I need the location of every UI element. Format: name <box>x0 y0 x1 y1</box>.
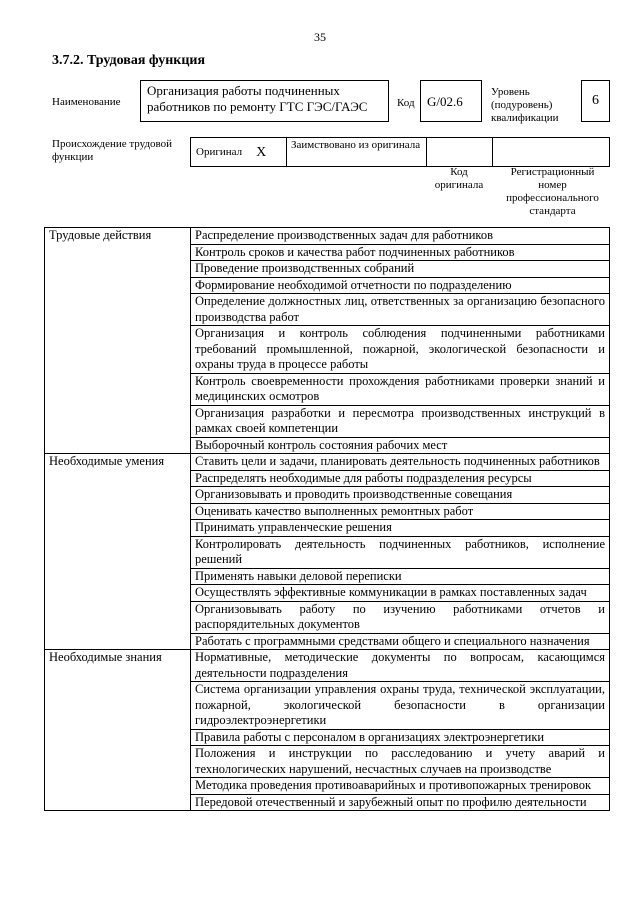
list-item: Система организации управления охраны труда, технической эксплуатации, пожарной, экологической безопасности в организации гидроэлектроэнергетики <box>191 682 610 730</box>
table-row <box>45 228 610 245</box>
list-item: Правила работы с персоналом в организациях электроэнергетики <box>191 729 610 746</box>
origin-label: Происхождение трудовой функции <box>52 138 173 163</box>
table-row <box>45 454 610 471</box>
list-item: Контроль своевременности прохождения работниками проверки знаний и медицинских осмотров <box>191 373 610 405</box>
list-item: Организация разработки и пересмотра производственных инструкций в рамках своей компетенции <box>191 405 610 437</box>
list-item: Организовывать и проводить производственные совещания <box>191 487 610 504</box>
code-label: Код <box>397 97 415 109</box>
function-code: G/02.6 <box>420 80 482 122</box>
list-item: Передовой отечественный и зарубежный опыт по профилю деятельности <box>191 794 610 811</box>
list-item: Формирование необходимой отчетности по подразделению <box>191 277 610 294</box>
qualification-level-label: Уровень (подуровень) квалификации <box>491 86 559 124</box>
section-title-cell: Необходимые умения <box>45 454 191 650</box>
list-item: Нормативные, методические документы по вопросам, касающимся деятельности подразделения <box>191 650 610 682</box>
list-item: Контроль сроков и качества работ подчиненных работников <box>191 244 610 261</box>
origin-code-cell <box>427 138 493 166</box>
section-title-cell: Необходимые знания <box>45 650 191 811</box>
borrowed-label: Заимствовано из оригинала <box>291 139 421 151</box>
original-mark: X <box>256 144 267 160</box>
list-item: Распределение производственных задач для работников <box>191 228 610 245</box>
origin-code-caption: Код оригинала <box>434 166 484 191</box>
page-number: 35 <box>314 30 326 44</box>
function-name: Организация работы подчиненных работников по ремонту ГТС ГЭС/ГАЭС <box>140 80 389 122</box>
list-item: Положения и инструкции по расследованию и учету аварий и технологических нарушений, несчастных случаев на производстве <box>191 746 610 778</box>
section-title-cell: Трудовые действия <box>45 228 191 454</box>
list-item: Работать с программными средствами общего и специального назначения <box>191 633 610 650</box>
list-item: Оценивать качество выполненных ремонтных работ <box>191 503 610 520</box>
reg-number-cell <box>493 138 609 166</box>
list-item: Методика проведения противоаварийных и противопожарных тренировок <box>191 778 610 795</box>
borrowed-cell <box>287 138 427 166</box>
list-item: Определение должностных лиц, ответственных за организацию безопасного производства работ <box>191 294 610 326</box>
original-cell <box>191 138 287 166</box>
list-item: Организация и контроль соблюдения подчиненными работниками требований промышленной, пожарной, экологической безопасности и охраны труда в процессе работы <box>191 326 610 374</box>
list-item: Выборочный контроль состояния рабочих мест <box>191 437 610 454</box>
list-item: Ставить цели и задачи, планировать деятельность подчиненных работников <box>191 454 610 471</box>
list-item: Организовывать работу по изучению работниками отчетов и распорядительных документов <box>191 601 610 633</box>
original-label: Оригинал <box>196 145 243 158</box>
origin-table <box>190 137 610 167</box>
list-item: Проведение производственных собраний <box>191 261 610 278</box>
table-row <box>45 650 610 682</box>
list-item: Осуществлять эффективные коммуникации в рамках поставленных задач <box>191 585 610 602</box>
function-details-table <box>44 227 610 811</box>
list-item: Применять навыки деловой переписки <box>191 568 610 585</box>
name-label: Наименование <box>52 96 121 108</box>
list-item: Принимать управленческие решения <box>191 520 610 537</box>
section-title: 3.7.2. Трудовая функция <box>52 53 206 68</box>
reg-number-caption: Регистрационный номер профессионального стандарта <box>506 166 599 217</box>
list-item: Контролировать деятельность подчиненных работников, исполнение решений <box>191 536 610 568</box>
qualification-level: 6 <box>581 80 610 122</box>
list-item: Распределять необходимые для работы подразделения ресурсы <box>191 470 610 487</box>
